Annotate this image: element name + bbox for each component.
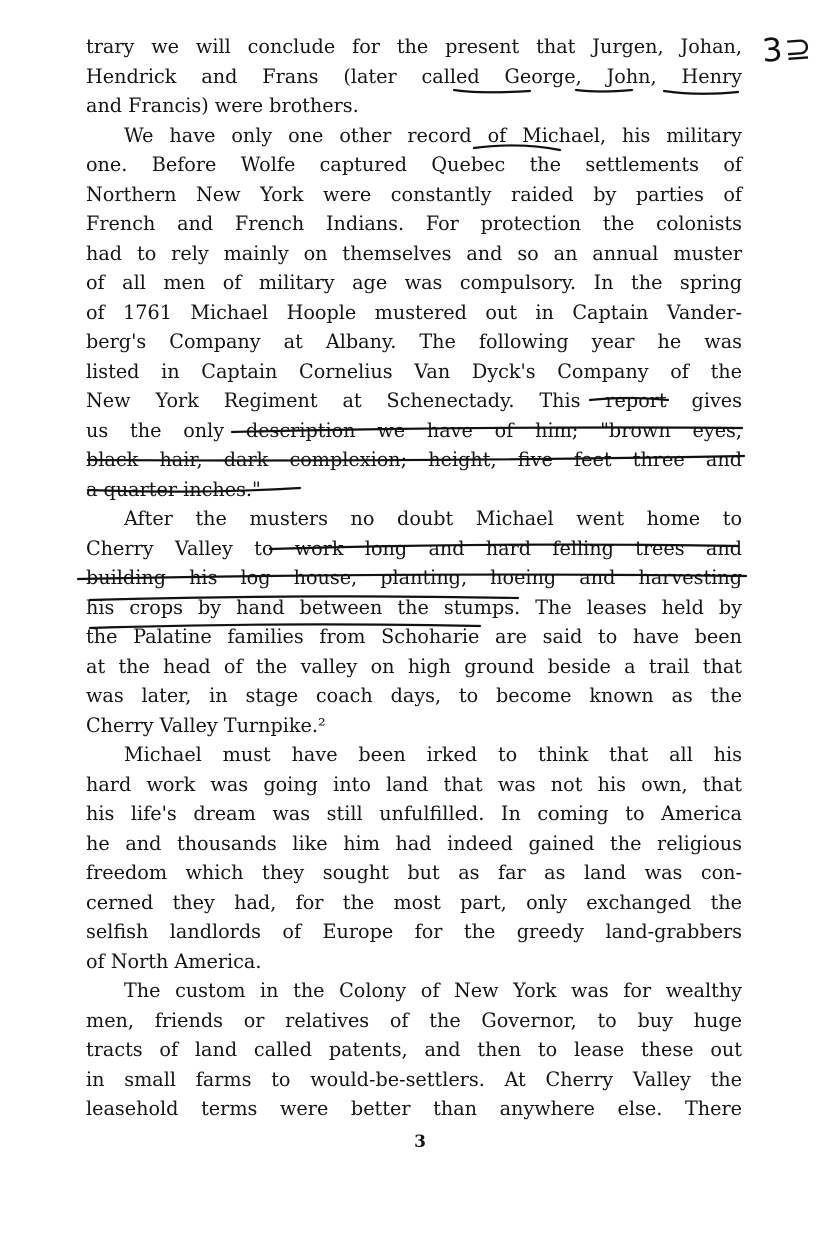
- text-line: Cherry Valley Turnpike.²: [86, 713, 326, 737]
- text-line: and Francis) were brothers.: [86, 94, 359, 117]
- text-line: leasehold terms were better than anywhere else. There: [86, 1097, 742, 1120]
- text-line: New York Regiment at Schenectady. This report gives: [86, 389, 742, 412]
- text-line: black hair, dark complexion; height, five feet three and: [86, 448, 742, 471]
- text-line: hard work was going into land that was not his own, that: [86, 772, 742, 796]
- text-line: selfish landlords of Europe for the greedy land-grabbers: [86, 920, 742, 943]
- text-line: After the musters no doubt Michael went home to: [124, 507, 742, 530]
- text-line: Cherry Valley to work long and hard felling trees and: [86, 536, 742, 560]
- text-line: trary we will conclude for the present that Jurgen, Johan,: [86, 35, 742, 58]
- text-line: had to rely mainly on themselves and so an annual muster: [86, 241, 742, 265]
- text-line: at the head of the valley on high ground beside a trail that: [86, 654, 742, 678]
- text-line: building his log house, planting, hoeing and harvesting: [86, 566, 742, 589]
- text-line: of 1761 Michael Hoople mustered out in Captain Vander-: [86, 300, 742, 324]
- text-line: freedom which they sought but as far as land was con-: [86, 861, 742, 884]
- text-line: We have only one other record of Michael, his military: [124, 123, 742, 147]
- text-line: one. Before Wolfe captured Quebec the settlements of: [86, 153, 742, 176]
- page-number: 3: [414, 1132, 426, 1152]
- text-line: Northern New York were constantly raided by parties of: [86, 182, 742, 206]
- text-line: the Palatine families from Schoharie are said to have been: [86, 625, 742, 648]
- text-line: men, friends or relatives of the Governor, to buy huge: [86, 1008, 742, 1032]
- text-line: of all men of military age was compulsory. In the spring: [86, 271, 742, 294]
- text-line: Hendrick and Frans (later called George, John, Henry: [86, 64, 742, 88]
- text-line: his life's dream was still unfulfilled. In coming to America: [86, 802, 742, 825]
- text-line: berg's Company at Albany. The following year he was: [86, 330, 742, 353]
- text-line: The custom in the Colony of New York was for wealthy: [124, 979, 742, 1002]
- text-line: a quarter inches.": [86, 477, 261, 501]
- text-line: in small farms to would-be-settlers. At Cherry Valley the: [86, 1067, 742, 1091]
- text-line: of North America.: [86, 949, 262, 973]
- text-line: tracts of land called patents, and then to lease these out: [86, 1038, 742, 1061]
- text-line: French and French Indians. For protection the colonists: [86, 212, 742, 235]
- text-line: he and thousands like him had indeed gained the religious: [86, 831, 742, 855]
- handwritten-margin-note: 3⊇: [760, 28, 815, 70]
- body-text: [86, 32, 742, 1124]
- text-line: was later, in stage coach days, to become known as the: [86, 684, 742, 707]
- text-line: his crops by hand between the stumps. The leases held by: [86, 595, 742, 619]
- text-line: us the only description we have of him; "brown eyes,: [86, 418, 742, 442]
- text-line: cerned they had, for the most part, only exchanged the: [86, 890, 742, 914]
- text-line: Michael must have been irked to think that all his: [124, 743, 742, 766]
- text-line: listed in Captain Cornelius Van Dyck's Company of the: [86, 359, 742, 383]
